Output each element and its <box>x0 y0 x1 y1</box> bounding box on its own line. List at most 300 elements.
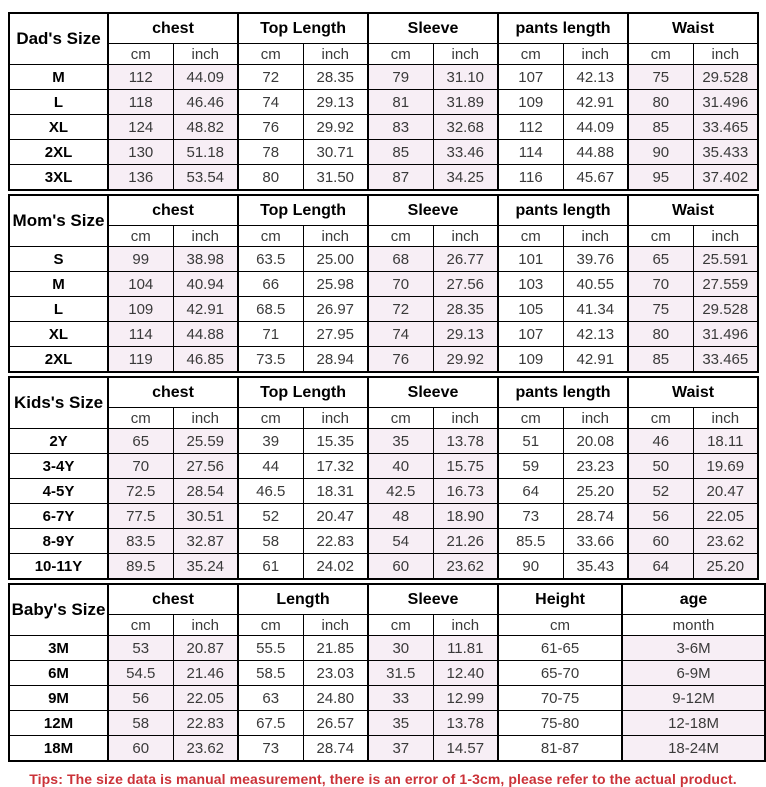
measurement-cell: 109 <box>498 347 563 373</box>
measurement-cell: 60 <box>628 529 693 554</box>
measurement-cell: 71 <box>238 322 303 347</box>
unit-header: inch <box>693 226 758 247</box>
measurement-cell: 55.5 <box>238 636 303 661</box>
measurement-cell: 16.73 <box>433 479 498 504</box>
measurement-cell: 18.90 <box>433 504 498 529</box>
column-group-header: Top Length <box>238 195 368 226</box>
unit-header: cm <box>238 615 303 636</box>
unit-header: cm <box>368 615 433 636</box>
column-group-header: pants length <box>498 13 628 44</box>
column-group-header: Sleeve <box>368 195 498 226</box>
unit-header: month <box>622 615 765 636</box>
unit-header: inch <box>173 615 238 636</box>
unit-header: inch <box>173 226 238 247</box>
measurement-cell: 114 <box>108 322 173 347</box>
unit-header: inch <box>563 226 628 247</box>
table-row <box>9 479 758 504</box>
column-group-header: Sleeve <box>368 13 498 44</box>
measurement-cell: 42.13 <box>563 65 628 90</box>
row-size-label: 10-11Y <box>9 554 108 580</box>
measurement-cell: 52 <box>238 504 303 529</box>
group-header-row <box>9 377 758 408</box>
measurement-cell: 116 <box>498 165 563 191</box>
measurement-cell: 33.66 <box>563 529 628 554</box>
measurement-cell: 28.94 <box>303 347 368 373</box>
measurement-cell: 26.77 <box>433 247 498 272</box>
size-table-baby-s-size <box>8 583 766 762</box>
measurement-cell: 25.00 <box>303 247 368 272</box>
measurement-cell: 29.528 <box>693 297 758 322</box>
measurement-cell: 42.13 <box>563 322 628 347</box>
column-group-header: chest <box>108 195 238 226</box>
measurement-cell: 31.10 <box>433 65 498 90</box>
measurement-cell: 28.35 <box>303 65 368 90</box>
measurement-cell: 14.57 <box>433 736 498 762</box>
measurement-cell: 124 <box>108 115 173 140</box>
measurement-cell: 39.76 <box>563 247 628 272</box>
measurement-cell: 61 <box>238 554 303 580</box>
unit-header: cm <box>498 408 563 429</box>
size-tables <box>8 12 758 762</box>
measurement-cell: 37.402 <box>693 165 758 191</box>
measurement-cell: 58 <box>238 529 303 554</box>
table-row <box>9 140 758 165</box>
measurement-cell: 65 <box>628 247 693 272</box>
measurement-cell: 22.83 <box>173 711 238 736</box>
measurement-cell: 107 <box>498 65 563 90</box>
row-size-label: 3-4Y <box>9 454 108 479</box>
measurement-cell: 30 <box>368 636 433 661</box>
measurement-cell: 104 <box>108 272 173 297</box>
row-size-label: 2XL <box>9 347 108 373</box>
measurement-cell: 75 <box>628 297 693 322</box>
measurement-cell: 12.40 <box>433 661 498 686</box>
size-table-kids-s-size <box>8 376 759 580</box>
measurement-cell: 51 <box>498 429 563 454</box>
row-size-label: 3M <box>9 636 108 661</box>
measurement-cell: 58.5 <box>238 661 303 686</box>
measurement-cell: 17.32 <box>303 454 368 479</box>
measurement-cell: 66 <box>238 272 303 297</box>
measurement-cell: 29.13 <box>433 322 498 347</box>
measurement-cell: 40 <box>368 454 433 479</box>
table-row <box>9 165 758 191</box>
unit-header: cm <box>108 615 173 636</box>
measurement-cell: 53.54 <box>173 165 238 191</box>
measurement-cell: 23.62 <box>173 736 238 762</box>
measurement-cell: 24.80 <box>303 686 368 711</box>
unit-header: inch <box>433 44 498 65</box>
column-group-header: Sleeve <box>368 584 498 615</box>
column-group-header: Length <box>238 584 368 615</box>
table-row <box>9 529 758 554</box>
measurement-cell: 99 <box>108 247 173 272</box>
table-row <box>9 504 758 529</box>
measurement-cell: 41.34 <box>563 297 628 322</box>
unit-header: inch <box>433 226 498 247</box>
measurement-cell: 83 <box>368 115 433 140</box>
measurement-cell: 107 <box>498 322 563 347</box>
measurement-cell: 101 <box>498 247 563 272</box>
measurement-cell: 119 <box>108 347 173 373</box>
measurement-cell: 34.25 <box>433 165 498 191</box>
measurement-cell: 136 <box>108 165 173 191</box>
measurement-cell: 130 <box>108 140 173 165</box>
table-row <box>9 636 765 661</box>
unit-header: inch <box>693 44 758 65</box>
measurement-cell: 105 <box>498 297 563 322</box>
measurement-cell: 46.5 <box>238 479 303 504</box>
unit-header-row <box>9 615 765 636</box>
row-size-label: 4-5Y <box>9 479 108 504</box>
measurement-cell: 72 <box>238 65 303 90</box>
measurement-cell: 112 <box>498 115 563 140</box>
measurement-cell: 44.09 <box>173 65 238 90</box>
measurement-cell: 33.465 <box>693 347 758 373</box>
column-group-header: chest <box>108 584 238 615</box>
table-row <box>9 115 758 140</box>
measurement-cell: 44 <box>238 454 303 479</box>
measurement-cell: 109 <box>498 90 563 115</box>
measurement-cell: 73 <box>498 504 563 529</box>
measurement-cell: 90 <box>628 140 693 165</box>
unit-header: inch <box>173 44 238 65</box>
measurement-cell: 44.88 <box>173 322 238 347</box>
measurement-cell: 33 <box>368 686 433 711</box>
measurement-cell: 44.88 <box>563 140 628 165</box>
measurement-cell: 103 <box>498 272 563 297</box>
measurement-cell: 24.02 <box>303 554 368 580</box>
unit-header-row <box>9 44 758 65</box>
measurement-cell: 35 <box>368 711 433 736</box>
section-title: Kids's Size <box>9 377 108 429</box>
measurement-cell: 35.24 <box>173 554 238 580</box>
table-row <box>9 247 758 272</box>
measurement-cell: 109 <box>108 297 173 322</box>
row-size-label: 6-7Y <box>9 504 108 529</box>
measurement-cell: 75-80 <box>498 711 622 736</box>
measurement-cell: 42.91 <box>563 347 628 373</box>
measurement-cell: 64 <box>498 479 563 504</box>
unit-header: cm <box>368 226 433 247</box>
unit-header: inch <box>563 44 628 65</box>
group-header-row <box>9 584 765 615</box>
measurement-cell: 54 <box>368 529 433 554</box>
column-group-header: Waist <box>628 195 758 226</box>
measurement-cell: 15.35 <box>303 429 368 454</box>
measurement-cell: 67.5 <box>238 711 303 736</box>
row-size-label: M <box>9 65 108 90</box>
measurement-cell: 75 <box>628 65 693 90</box>
unit-header: cm <box>238 408 303 429</box>
measurement-cell: 83.5 <box>108 529 173 554</box>
measurement-cell: 65 <box>108 429 173 454</box>
group-header-row <box>9 13 758 44</box>
size-table-dad-s-size <box>8 12 759 191</box>
measurement-cell: 72.5 <box>108 479 173 504</box>
measurement-cell: 31.50 <box>303 165 368 191</box>
column-group-header: chest <box>108 377 238 408</box>
measurement-cell: 33.465 <box>693 115 758 140</box>
measurement-cell: 23.23 <box>563 454 628 479</box>
unit-header: cm <box>238 226 303 247</box>
row-size-label: 6M <box>9 661 108 686</box>
measurement-cell: 54.5 <box>108 661 173 686</box>
measurement-cell: 80 <box>238 165 303 191</box>
measurement-cell: 85 <box>628 347 693 373</box>
measurement-cell: 26.97 <box>303 297 368 322</box>
unit-header: inch <box>433 408 498 429</box>
row-size-label: S <box>9 247 108 272</box>
measurement-cell: 73 <box>238 736 303 762</box>
measurement-cell: 22.05 <box>173 686 238 711</box>
measurement-cell: 25.98 <box>303 272 368 297</box>
measurement-cell: 76 <box>238 115 303 140</box>
section-title: Mom's Size <box>9 195 108 247</box>
column-group-header: Waist <box>628 377 758 408</box>
measurement-cell: 29.92 <box>433 347 498 373</box>
table-row <box>9 454 758 479</box>
unit-header-row <box>9 226 758 247</box>
measurement-cell: 23.03 <box>303 661 368 686</box>
measurement-cell: 20.47 <box>693 479 758 504</box>
unit-header: cm <box>368 408 433 429</box>
measurement-cell: 74 <box>368 322 433 347</box>
measurement-cell: 21.26 <box>433 529 498 554</box>
table-row <box>9 347 758 373</box>
measurement-cell: 26.57 <box>303 711 368 736</box>
measurement-cell: 42.91 <box>173 297 238 322</box>
measurement-cell: 32.87 <box>173 529 238 554</box>
row-size-label: 2XL <box>9 140 108 165</box>
unit-header: inch <box>303 226 368 247</box>
row-size-label: XL <box>9 322 108 347</box>
measurement-cell: 72 <box>368 297 433 322</box>
measurement-cell: 27.559 <box>693 272 758 297</box>
measurement-cell: 25.59 <box>173 429 238 454</box>
size-table-mom-s-size <box>8 194 759 373</box>
table-row <box>9 554 758 580</box>
measurement-cell: 51.18 <box>173 140 238 165</box>
measurement-cell: 60 <box>368 554 433 580</box>
unit-header: inch <box>303 408 368 429</box>
measurement-cell: 70 <box>108 454 173 479</box>
table-row <box>9 297 758 322</box>
measurement-cell: 28.74 <box>303 736 368 762</box>
row-size-label: M <box>9 272 108 297</box>
measurement-cell: 53 <box>108 636 173 661</box>
measurement-cell: 25.591 <box>693 247 758 272</box>
measurement-cell: 29.92 <box>303 115 368 140</box>
table-row <box>9 711 765 736</box>
measurement-cell: 21.85 <box>303 636 368 661</box>
measurement-cell: 38.98 <box>173 247 238 272</box>
measurement-cell: 28.54 <box>173 479 238 504</box>
measurement-cell: 78 <box>238 140 303 165</box>
unit-header: cm <box>238 44 303 65</box>
measurement-cell: 20.87 <box>173 636 238 661</box>
table-row <box>9 65 758 90</box>
table-row <box>9 90 758 115</box>
measurement-cell: 28.74 <box>563 504 628 529</box>
column-group-header: Height <box>498 584 622 615</box>
table-row <box>9 322 758 347</box>
measurement-cell: 42.5 <box>368 479 433 504</box>
measurement-cell: 37 <box>368 736 433 762</box>
unit-header: cm <box>368 44 433 65</box>
unit-header: cm <box>108 226 173 247</box>
column-group-header: pants length <box>498 377 628 408</box>
measurement-cell: 44.09 <box>563 115 628 140</box>
measurement-cell: 27.56 <box>433 272 498 297</box>
measurement-cell: 85.5 <box>498 529 563 554</box>
measurement-cell: 118 <box>108 90 173 115</box>
measurement-cell: 59 <box>498 454 563 479</box>
measurement-cell: 63 <box>238 686 303 711</box>
row-size-label: 3XL <box>9 165 108 191</box>
measurement-cell: 20.47 <box>303 504 368 529</box>
unit-header: cm <box>628 226 693 247</box>
row-size-label: 9M <box>9 686 108 711</box>
measurement-cell: 60 <box>108 736 173 762</box>
column-group-header: pants length <box>498 195 628 226</box>
measurement-cell: 70 <box>368 272 433 297</box>
column-group-header: age <box>622 584 765 615</box>
measurement-cell: 22.05 <box>693 504 758 529</box>
measurement-cell: 25.20 <box>693 554 758 580</box>
measurement-cell: 46 <box>628 429 693 454</box>
measurement-cell: 45.67 <box>563 165 628 191</box>
measurement-cell: 6-9M <box>622 661 765 686</box>
unit-header: inch <box>173 408 238 429</box>
measurement-cell: 76 <box>368 347 433 373</box>
row-size-label: L <box>9 90 108 115</box>
measurement-cell: 64 <box>628 554 693 580</box>
row-size-label: 18M <box>9 736 108 762</box>
measurement-cell: 31.5 <box>368 661 433 686</box>
measurement-cell: 13.78 <box>433 711 498 736</box>
measurement-cell: 81-87 <box>498 736 622 762</box>
measurement-cell: 80 <box>628 90 693 115</box>
measurement-cell: 85 <box>368 140 433 165</box>
measurement-cell: 52 <box>628 479 693 504</box>
column-group-header: Top Length <box>238 377 368 408</box>
row-size-label: XL <box>9 115 108 140</box>
column-group-header: Waist <box>628 13 758 44</box>
column-group-header: Top Length <box>238 13 368 44</box>
measurement-cell: 33.46 <box>433 140 498 165</box>
row-size-label: 8-9Y <box>9 529 108 554</box>
measurement-cell: 81 <box>368 90 433 115</box>
measurement-cell: 23.62 <box>433 554 498 580</box>
measurement-cell: 3-6M <box>622 636 765 661</box>
measurement-cell: 46.85 <box>173 347 238 373</box>
measurement-cell: 9-12M <box>622 686 765 711</box>
measurement-cell: 90 <box>498 554 563 580</box>
unit-header: cm <box>628 44 693 65</box>
measurement-cell: 50 <box>628 454 693 479</box>
unit-header: cm <box>108 408 173 429</box>
measurement-cell: 11.81 <box>433 636 498 661</box>
measurement-cell: 18.31 <box>303 479 368 504</box>
unit-header: inch <box>303 44 368 65</box>
measurement-cell: 31.496 <box>693 90 758 115</box>
measurement-cell: 87 <box>368 165 433 191</box>
measurement-cell: 89.5 <box>108 554 173 580</box>
measurement-cell: 25.20 <box>563 479 628 504</box>
measurement-cell: 13.78 <box>433 429 498 454</box>
section-title: Dad's Size <box>9 13 108 65</box>
group-header-row <box>9 195 758 226</box>
measurement-cell: 70-75 <box>498 686 622 711</box>
measurement-cell: 18.11 <box>693 429 758 454</box>
measurement-cell: 29.528 <box>693 65 758 90</box>
measurement-cell: 30.71 <box>303 140 368 165</box>
measurement-cell: 39 <box>238 429 303 454</box>
unit-header-row <box>9 408 758 429</box>
section-title: Baby's Size <box>9 584 108 636</box>
unit-header: cm <box>498 226 563 247</box>
measurement-cell: 65-70 <box>498 661 622 686</box>
unit-header: cm <box>108 44 173 65</box>
table-row <box>9 272 758 297</box>
table-row <box>9 429 758 454</box>
row-size-label: L <box>9 297 108 322</box>
measurement-cell: 15.75 <box>433 454 498 479</box>
measurement-cell: 63.5 <box>238 247 303 272</box>
measurement-cell: 61-65 <box>498 636 622 661</box>
measurement-cell: 20.08 <box>563 429 628 454</box>
measurement-cell: 42.91 <box>563 90 628 115</box>
column-group-header: Sleeve <box>368 377 498 408</box>
table-row <box>9 661 765 686</box>
measurement-cell: 19.69 <box>693 454 758 479</box>
measurement-cell: 58 <box>108 711 173 736</box>
measurement-cell: 23.62 <box>693 529 758 554</box>
table-row <box>9 686 765 711</box>
measurement-cell: 31.496 <box>693 322 758 347</box>
measurement-cell: 68.5 <box>238 297 303 322</box>
measurement-cell: 12.99 <box>433 686 498 711</box>
unit-header: cm <box>628 408 693 429</box>
measurement-cell: 85 <box>628 115 693 140</box>
measurement-cell: 30.51 <box>173 504 238 529</box>
measurement-cell: 21.46 <box>173 661 238 686</box>
measurement-cell: 27.95 <box>303 322 368 347</box>
measurement-cell: 12-18M <box>622 711 765 736</box>
measurement-cell: 35.433 <box>693 140 758 165</box>
measurement-cell: 48.82 <box>173 115 238 140</box>
measurement-cell: 40.55 <box>563 272 628 297</box>
measurement-cell: 32.68 <box>433 115 498 140</box>
measurement-cell: 27.56 <box>173 454 238 479</box>
unit-header: cm <box>498 44 563 65</box>
row-size-label: 12M <box>9 711 108 736</box>
measurement-cell: 73.5 <box>238 347 303 373</box>
measurement-cell: 112 <box>108 65 173 90</box>
measurement-cell: 29.13 <box>303 90 368 115</box>
measurement-cell: 80 <box>628 322 693 347</box>
row-size-label: 2Y <box>9 429 108 454</box>
measurement-cell: 56 <box>108 686 173 711</box>
unit-header: cm <box>498 615 622 636</box>
measurement-cell: 46.46 <box>173 90 238 115</box>
tips-note: Tips: The size data is manual measurement, there is an error of 1-3cm, please refer to the actual product. <box>29 771 737 787</box>
measurement-cell: 56 <box>628 504 693 529</box>
measurement-cell: 114 <box>498 140 563 165</box>
measurement-cell: 95 <box>628 165 693 191</box>
table-row <box>9 736 765 762</box>
